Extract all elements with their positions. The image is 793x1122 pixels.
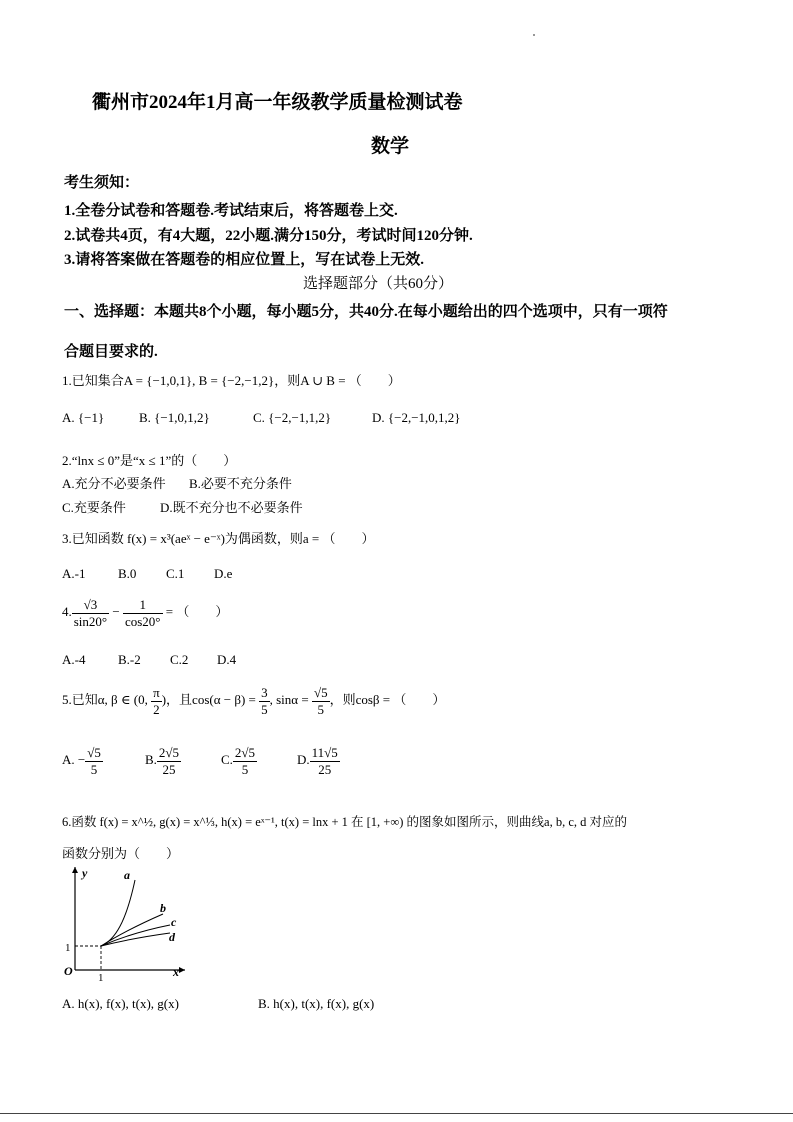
x-axis-arrow: [179, 967, 185, 973]
fraction-denominator: 25: [318, 761, 332, 777]
x-tick-one: 1: [98, 972, 104, 982]
question-4-suffix: = （ ）: [165, 604, 229, 619]
curve-b-label: b: [160, 901, 166, 915]
question-5-text-a: 5.已知α, β ∈ (0,: [62, 692, 152, 707]
section-1-instruction-line1: 一、选择题：本题共8个小题，每小题5分，共40分.在每小题给出的四个选项中，只有一项符: [64, 304, 668, 320]
question-3-stem: 3.已知函数 f(x) = x³(aeˣ − e⁻ˣ)为偶函数，则a = （ ）: [62, 531, 375, 546]
option-fraction: [310, 745, 340, 778]
question-3-option-c: C.1: [166, 566, 185, 581]
fraction-denominator: cos20°: [124, 613, 161, 629]
question-3-option-a: A.-1: [62, 566, 86, 581]
notice-heading: 考生须知：: [64, 175, 140, 191]
pi-over-2-fraction: [151, 685, 162, 718]
fraction-denominator: 5: [317, 701, 325, 717]
question-1-stem: 1.已知集合A = {−1,0,1}, B = {−2,−1,2}，则A ∪ B = （ ）: [62, 373, 401, 388]
question-1-option-d: D. {−2,−1,0,1,2}: [372, 410, 461, 425]
origin-label: O: [64, 964, 73, 978]
question-4-option-c: C.2: [170, 652, 189, 667]
fraction-denominator: 25: [162, 761, 176, 777]
fraction-numerator: √5: [87, 744, 101, 760]
fraction-numerator: 2√5: [234, 744, 256, 760]
fraction-numerator: 2√5: [158, 744, 180, 760]
question-1-option-c: C. {−2,−1,1,2}: [253, 410, 332, 425]
notice-item-1: 1.全卷分试卷和答题卷.考试结束后，将答题卷上交.: [64, 203, 398, 219]
question-5-option-b: [145, 738, 181, 782]
sin-value-fraction: [312, 685, 330, 718]
question-4-stem: 4. $\frac{√3}{\sin 20^\circ}$ − $\frac{1}{\cos 20^\circ}$ = （ ）: [62, 596, 229, 629]
option-label: A. −: [62, 752, 86, 767]
question-4-option-d: D.4: [217, 652, 237, 667]
question-5-option-a: [62, 738, 103, 782]
option-label: B.: [145, 752, 157, 767]
curve-d-label: d: [169, 930, 175, 944]
page-bottom-rule: [0, 1113, 793, 1114]
question-5-text-d: ，则cosβ = （ ）: [329, 692, 446, 707]
y-axis-label: y: [82, 866, 88, 880]
fraction-numerator: √3: [72, 597, 109, 614]
question-2-option-c: C.充要条件: [62, 500, 126, 515]
question-5-option-c: [221, 738, 257, 782]
question-2-option-d: D.既不充分也不必要条件: [160, 500, 303, 515]
fraction-denominator: 5: [241, 761, 249, 777]
question-5-stem: [62, 678, 445, 722]
fraction-denominator: 5: [261, 701, 268, 717]
notice-item-2: 2.试卷共4页，有4大题，22小题.满分150分，考试时间120分钟.: [64, 228, 473, 244]
fraction-numerator: 1: [123, 597, 163, 614]
curve-b: [101, 914, 163, 946]
question-4-fraction-2: [123, 597, 163, 630]
y-tick-one: 1: [65, 942, 71, 954]
curve-c-label: c: [171, 915, 177, 929]
question-6-option-a: A. h(x), f(x), t(x), g(x): [62, 996, 179, 1011]
option-fraction: [233, 745, 257, 778]
subject-title: 数学: [371, 136, 410, 157]
question-1-option-a: A. {−1}: [62, 410, 105, 425]
fraction-denominator: sin20°: [73, 613, 108, 629]
question-2-option-a: A.充分不必要条件: [62, 476, 166, 491]
question-4-option-a: A.-4: [62, 652, 86, 667]
curve-a-label: a: [124, 868, 130, 882]
question-6-function-graph: [60, 862, 190, 982]
fraction-numerator: 11√5: [311, 744, 338, 760]
question-4-prefix: 4.: [62, 604, 72, 619]
fraction-numerator: π: [153, 684, 160, 700]
fraction-denominator: 5: [90, 761, 98, 777]
part-title: 选择题部分（共60分）: [303, 276, 454, 292]
notice-item-3: 3.请将答案做在答题卷的相应位置上，写在试卷上无效.: [64, 252, 425, 268]
fraction-numerator: √5: [313, 684, 328, 700]
question-6-stem-line1: 6.函数 f(x) = x^½, g(x) = x^⅓, h(x) = eˣ⁻¹, t(x) = lnx + 1 在 [1, +∞) 的图象如图所示，则曲线a, b, c, d 对应的: [62, 815, 628, 829]
section-1-instruction-line2: 合题目要求的.: [64, 344, 158, 360]
question-2-stem: 2.“lnx ≤ 0”是“x ≤ 1”的（ ）: [62, 453, 237, 468]
question-6-option-b: B. h(x), t(x), f(x), g(x): [258, 996, 375, 1011]
scan-speck: [533, 34, 535, 36]
exam-title: 衢州市2024年1月高一年级教学质量检测试卷: [92, 92, 463, 113]
x-axis-label: x: [173, 965, 179, 979]
option-fraction: [85, 745, 103, 778]
fraction-numerator: 3: [261, 684, 268, 700]
question-2-option-b: B.必要不充分条件: [189, 476, 292, 491]
curve-c: [101, 925, 170, 946]
cos-value-fraction: [259, 685, 270, 718]
question-3-option-d: D.e: [214, 566, 233, 581]
question-5-text-b: )，且cos(α − β) =: [161, 692, 260, 707]
option-fraction: [157, 745, 181, 778]
question-3-option-b: B.0: [118, 566, 137, 581]
question-4-fraction-1: [72, 597, 109, 630]
question-1-option-b: B. {−1,0,1,2}: [139, 410, 210, 425]
option-label: D.: [297, 752, 310, 767]
fraction-denominator: 2: [153, 701, 160, 717]
option-label: C.: [221, 752, 233, 767]
question-4-option-b: B.-2: [118, 652, 141, 667]
question-5-option-d: [297, 738, 340, 782]
question-6-stem-line2: 函数分别为（ ）: [62, 846, 180, 861]
y-axis-arrow: [72, 867, 78, 873]
question-5-text-c: , sinα =: [269, 692, 312, 707]
